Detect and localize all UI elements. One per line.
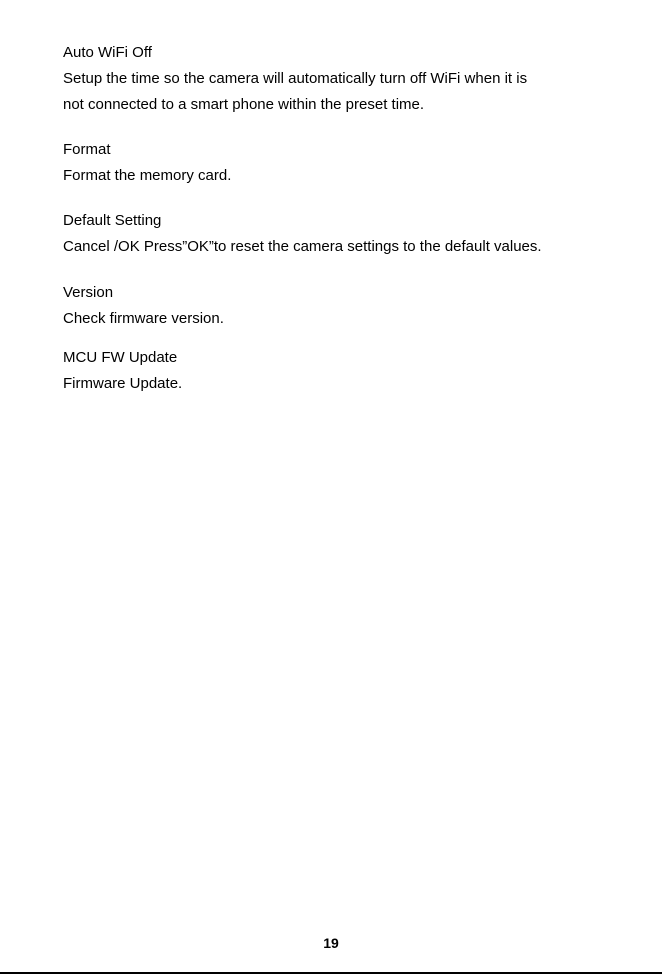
section-title: Auto WiFi Off bbox=[63, 44, 152, 61]
section-version bbox=[63, 280, 643, 332]
section-format bbox=[63, 137, 643, 189]
section-description-line: not connected to a smart phone within the preset time. bbox=[63, 96, 425, 113]
section-description-line: Setup the time so the camera will automatically turn off WiFi when it is bbox=[63, 70, 528, 87]
section-title: Format bbox=[63, 141, 111, 158]
section-title: Version bbox=[63, 284, 114, 301]
section-auto-wifi-off bbox=[63, 40, 643, 118]
section-title: Default Setting bbox=[63, 212, 162, 229]
section-mcu-fw-update bbox=[63, 345, 643, 397]
section-description-line: Format the memory card. bbox=[63, 167, 232, 184]
bottom-divider bbox=[0, 972, 662, 974]
section-description-line: Cancel /OK Press”OK”to reset the camera settings to the default values. bbox=[63, 238, 542, 255]
section-description-line: Check firmware version. bbox=[63, 310, 224, 327]
page-content bbox=[63, 40, 643, 397]
page-number: 19 bbox=[323, 935, 339, 951]
section-default-setting bbox=[63, 208, 643, 260]
section-title: MCU FW Update bbox=[63, 349, 178, 366]
section-description-line: Firmware Update. bbox=[63, 375, 183, 392]
